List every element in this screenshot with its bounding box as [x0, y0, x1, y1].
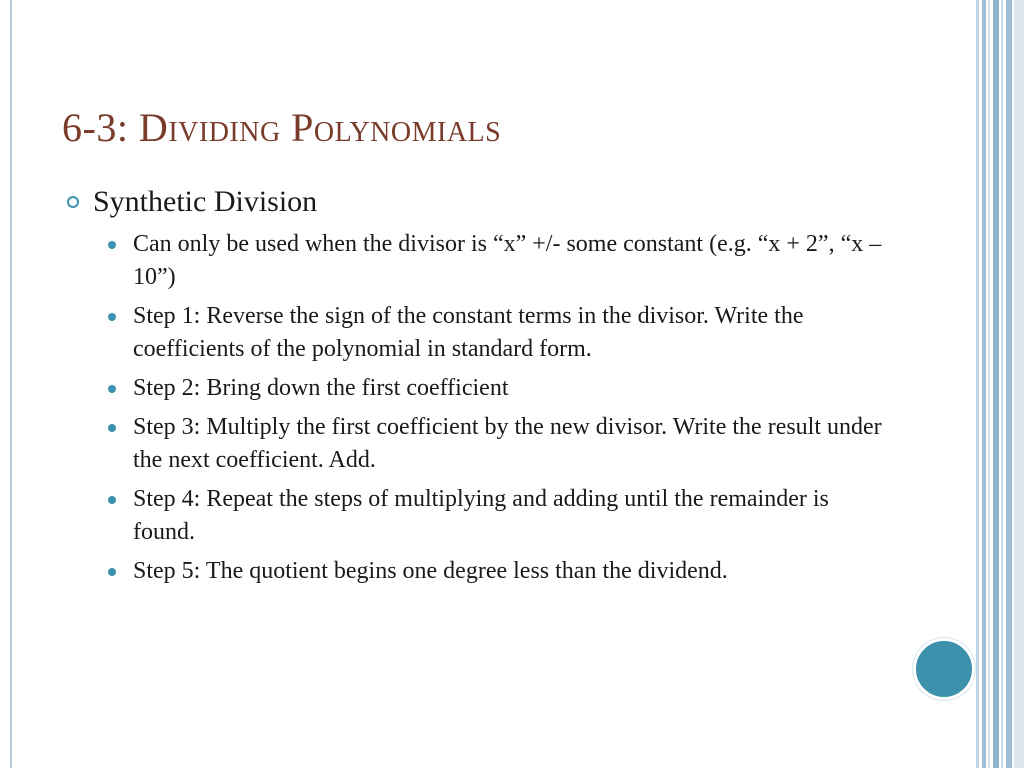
ring-bullet-icon	[67, 196, 79, 208]
list-item	[64, 372, 884, 405]
decorative-stripe	[976, 0, 979, 768]
decorative-circle	[913, 638, 975, 700]
decorative-stripe	[993, 0, 999, 768]
list-item-text: Step 1: Reverse the sign of the constant terms in the divisor. Write the coefficients of the polynomial in standard form.	[133, 303, 804, 362]
decorative-stripe	[1006, 0, 1012, 768]
list-item	[64, 411, 884, 477]
heading-item	[64, 182, 884, 222]
list-item-text: Step 2: Bring down the first coefficient	[133, 375, 509, 401]
list-item	[64, 300, 884, 366]
list-item-text: Step 3: Multiply the first coefficient by the new divisor. Write the result under the next coefficient. Add.	[133, 414, 882, 473]
step-list	[64, 228, 884, 588]
list-item-text: Can only be used when the divisor is “x” +/- some constant (e.g. “x + 2”, “x – 10”)	[133, 231, 882, 290]
decorative-stripe	[1014, 0, 1024, 768]
list-item-text: Step 4: Repeat the steps of multiplying and adding until the remainder is found.	[133, 486, 829, 545]
list-item	[64, 483, 884, 549]
slide-title: 6-3: Dividing Polynomials	[62, 105, 502, 150]
dot-bullet-icon	[108, 313, 116, 321]
decorative-stripe	[982, 0, 986, 768]
list-item-text: Step 5: The quotient begins one degree less than the dividend.	[133, 558, 728, 584]
dot-bullet-icon	[108, 385, 116, 393]
decorative-stripe	[988, 0, 990, 768]
dot-bullet-icon	[108, 424, 116, 432]
dot-bullet-icon	[108, 241, 116, 249]
section-heading: Synthetic Division	[93, 185, 318, 218]
dot-bullet-icon	[108, 496, 116, 504]
slide-frame-line	[10, 0, 12, 768]
list-item	[64, 228, 884, 294]
slide-body	[64, 182, 884, 594]
decorative-stripe	[1001, 0, 1003, 768]
dot-bullet-icon	[108, 568, 116, 576]
list-item	[64, 555, 884, 588]
